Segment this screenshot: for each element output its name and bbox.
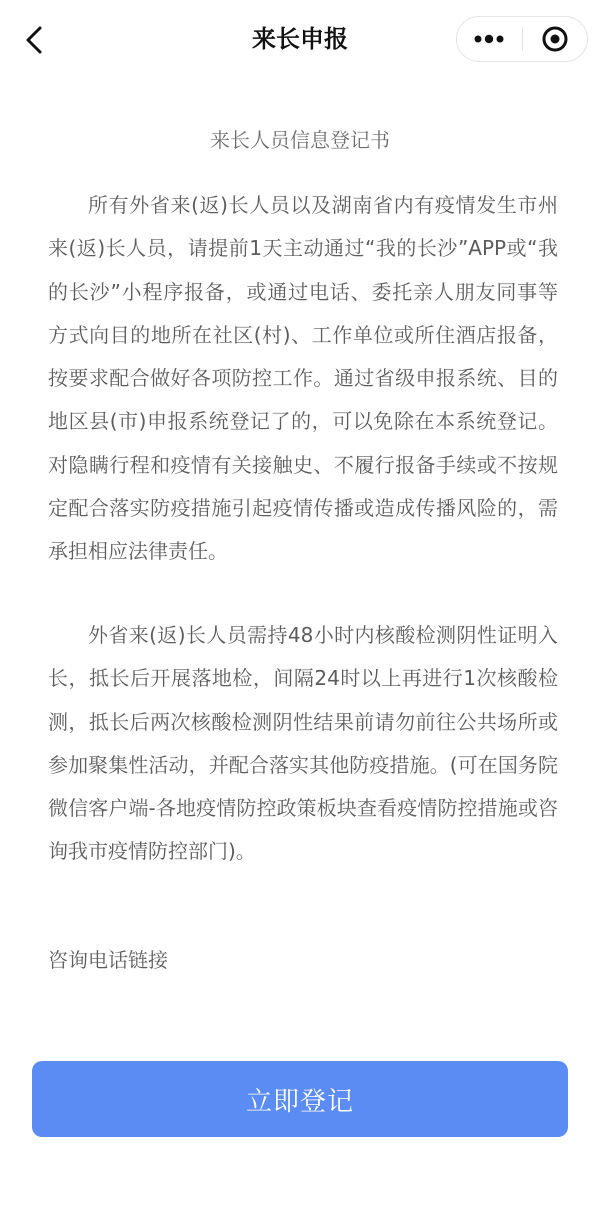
navigation-bar	[0, 0, 600, 80]
notice-paragraph-1: 所有外省来(返)长人员以及湖南省内有疫情发生市州来(返)长人员，请提前1天主动通过“我的长沙”APP或“我的长沙”小程序报备，或通过电话、委托亲人朋友同事等方式向目的地所在社区(村)、工作单位或所住酒店报备，按要求配合做好各项防控工作。通过省级申报系统、目的地区县(市)申报系统登记了的，可以免除在本系统登记。对隐瞒行程和疫情有关接触史、不履行报备手续或不按规定配合落实防疫措施引起疫情传播或造成传播风险的，需承担相应法律责任。	[48, 193, 558, 564]
target-close-icon	[541, 25, 569, 53]
mini-program-capsule	[456, 16, 588, 62]
more-dots-icon	[472, 34, 506, 44]
more-button[interactable]	[457, 17, 522, 61]
document-title: 来长人员信息登记书	[210, 128, 390, 152]
notice-paragraph-2: 外省来(返)长人员需持48小时内核酸检测阴性证明入长，抵长后开展落地检，间隔24时以上再进行1次核酸检测，抵长后两次核酸检测阴性结果前请勿前往公共场所或参加聚集性活动，并配合落实其他防疫措施。(可在国务院微信客户端-各地疫情防控政策板块查看疫情防控措施或咨询我市疫情防控部门)。	[48, 623, 558, 864]
close-button[interactable]	[523, 17, 588, 61]
consult-phone-link[interactable]: 咨询电话链接	[48, 948, 168, 972]
register-now-button[interactable]: 立即登记	[32, 1061, 568, 1137]
page-title: 来长申报	[252, 25, 348, 53]
